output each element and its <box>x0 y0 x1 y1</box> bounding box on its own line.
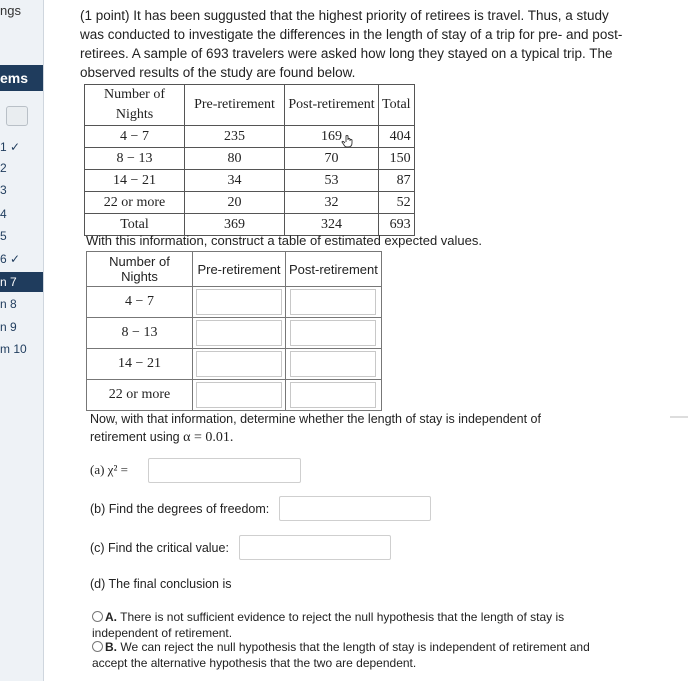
observed-cell: 22 or more <box>85 192 185 214</box>
degrees-of-freedom-input[interactable] <box>279 496 431 521</box>
option-b-text: We can reject the null hypothesis that the length of stay is independent of retirement and accept the alternative hypothesis that the two are dependent. <box>92 640 590 670</box>
table-row <box>87 287 382 318</box>
expected-post-input[interactable] <box>290 351 376 377</box>
alpha-value: α = 0.01. <box>183 430 234 445</box>
decorative-dash <box>670 416 688 418</box>
expected-row-label: 14 − 21 <box>87 349 193 380</box>
observed-cell: 324 <box>285 214 379 236</box>
sidebar-problem-6[interactable]: 6 ✓ <box>0 252 21 266</box>
critical-value-label: (c) Find the critical value: <box>90 541 229 555</box>
observed-header-post: Post-retirement <box>285 85 379 126</box>
table-row <box>87 318 382 349</box>
observed-cell: 34 <box>185 170 285 192</box>
observed-header-pre: Pre-retirement <box>185 85 285 126</box>
observed-cell: 404 <box>379 126 415 148</box>
sidebar-problem-9[interactable]: n 9 <box>0 320 17 334</box>
observed-cell: 4 − 7 <box>85 126 185 148</box>
degrees-of-freedom-label: (b) Find the degrees of freedom: <box>90 502 270 516</box>
option-a[interactable] <box>92 609 612 641</box>
expected-post-input[interactable] <box>290 289 376 315</box>
sidebar-problem-1[interactable]: 1 ✓ <box>0 140 21 154</box>
question-line-2: retirement using <box>90 430 184 444</box>
expected-header-nights: Number of Nights <box>87 252 193 287</box>
observed-cell: 8 − 13 <box>85 148 185 170</box>
table-row <box>85 126 415 148</box>
sidebar-problem-10[interactable]: m 10 <box>0 342 27 356</box>
observed-cell: 169 <box>285 126 379 148</box>
expected-row-label: 22 or more <box>87 380 193 411</box>
expected-pre-input[interactable] <box>196 351 282 377</box>
problem-content <box>44 0 700 681</box>
sidebar-problem-7[interactable]: n 7 <box>0 272 44 292</box>
observed-cell: 80 <box>185 148 285 170</box>
sidebar-toggle-box[interactable] <box>6 106 28 126</box>
observed-cell: 150 <box>379 148 415 170</box>
sidebar-problem-3[interactable]: 3 <box>0 183 7 197</box>
observed-cell: 235 <box>185 126 285 148</box>
observed-cell: Total <box>85 214 185 236</box>
expected-row-label: 8 − 13 <box>87 318 193 349</box>
observed-cell: 693 <box>379 214 415 236</box>
observed-cell: 369 <box>185 214 285 236</box>
sidebar-problem-2[interactable]: 2 <box>0 161 7 175</box>
expected-header-post: Post-retirement <box>286 252 382 287</box>
final-conclusion-label: (d) The final conclusion is <box>90 577 232 591</box>
expected-pre-input[interactable] <box>196 289 282 315</box>
expected-intro: With this information, construct a table of estimated expected values. <box>86 233 482 248</box>
question-line-1: Now, with that information, determine whether the length of stay is independent of <box>90 412 541 426</box>
expected-post-input[interactable] <box>290 382 376 408</box>
observed-cell: 53 <box>285 170 379 192</box>
table-row <box>85 192 415 214</box>
sidebar-section-banner: ems <box>0 65 44 91</box>
critical-value-input[interactable] <box>239 535 391 560</box>
expected-pre-input[interactable] <box>196 382 282 408</box>
sidebar-problem-4[interactable]: 4 <box>0 207 7 221</box>
observed-cell: 87 <box>379 170 415 192</box>
expected-post-input[interactable] <box>290 320 376 346</box>
sidebar <box>0 0 44 681</box>
expected-pre-input[interactable] <box>196 320 282 346</box>
radio-option-a[interactable] <box>92 611 103 622</box>
observed-cell: 20 <box>185 192 285 214</box>
pointer-hand-icon <box>341 134 355 148</box>
chi-square-input[interactable] <box>148 458 301 483</box>
table-row <box>87 349 382 380</box>
option-a-text: There is not sufficient evidence to reject the null hypothesis that the length of stay is independent of retirement. <box>92 610 565 640</box>
observed-cell: 52 <box>379 192 415 214</box>
option-b[interactable] <box>92 639 612 671</box>
observed-cell: 14 − 21 <box>85 170 185 192</box>
sidebar-heading-fragment: ngs <box>0 3 21 18</box>
expected-row-label: 4 − 7 <box>87 287 193 318</box>
problem-intro: (1 point) It has been suggusted that the highest priority of retirees is travel. Thus, a study was conducted to investigate the differences in the length of stay of a trip for pre- and post-retirees. A sample of 693 travelers were asked how long they stayed on a typical trip. The observed results of the study are found below. <box>80 8 623 80</box>
radio-option-b[interactable] <box>92 641 103 652</box>
table-row <box>85 170 415 192</box>
sidebar-problem-8[interactable]: n 8 <box>0 297 17 311</box>
observed-cell: 70 <box>285 148 379 170</box>
table-row <box>85 148 415 170</box>
option-a-letter: A. <box>105 610 117 624</box>
observed-header-total: Total <box>379 85 415 126</box>
chi-square-label: (a) χ² = <box>90 462 128 477</box>
observed-cell: 32 <box>285 192 379 214</box>
sidebar-problem-5[interactable]: 5 <box>0 229 7 243</box>
question-text <box>90 410 590 447</box>
table-row <box>87 380 382 411</box>
expected-table <box>86 251 382 411</box>
observed-header-nights: Number of Nights <box>85 85 185 126</box>
expected-header-pre: Pre-retirement <box>193 252 286 287</box>
option-b-letter: B. <box>105 640 117 654</box>
observed-table <box>84 84 415 236</box>
